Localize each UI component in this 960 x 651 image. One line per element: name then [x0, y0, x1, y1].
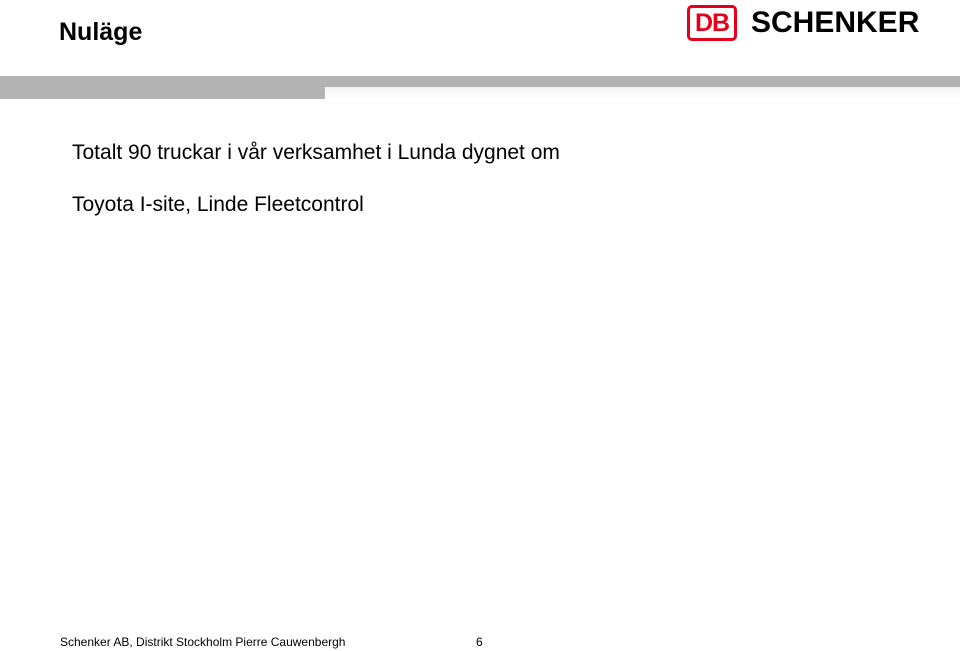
bullet-truck-count: Totalt 90 truckar i vår verksamhet i Lunda dygnet om — [72, 141, 560, 164]
schenker-wordmark: SCHENKER — [751, 6, 920, 39]
header-bar-dark — [0, 76, 325, 99]
header-bar-light — [325, 76, 960, 87]
db-schenker-logo — [687, 3, 919, 43]
header-bar-shadow — [325, 87, 960, 99]
footer-text: Schenker AB, Distrikt Stockholm Pierre Cauwenbergh — [60, 635, 346, 649]
bullet-fleet-systems: Toyota I-site, Linde Fleetcontrol — [72, 193, 364, 216]
page-number: 6 — [476, 635, 483, 649]
db-logo-badge: DB — [687, 5, 737, 41]
slide-title: Nuläge — [59, 18, 143, 46]
